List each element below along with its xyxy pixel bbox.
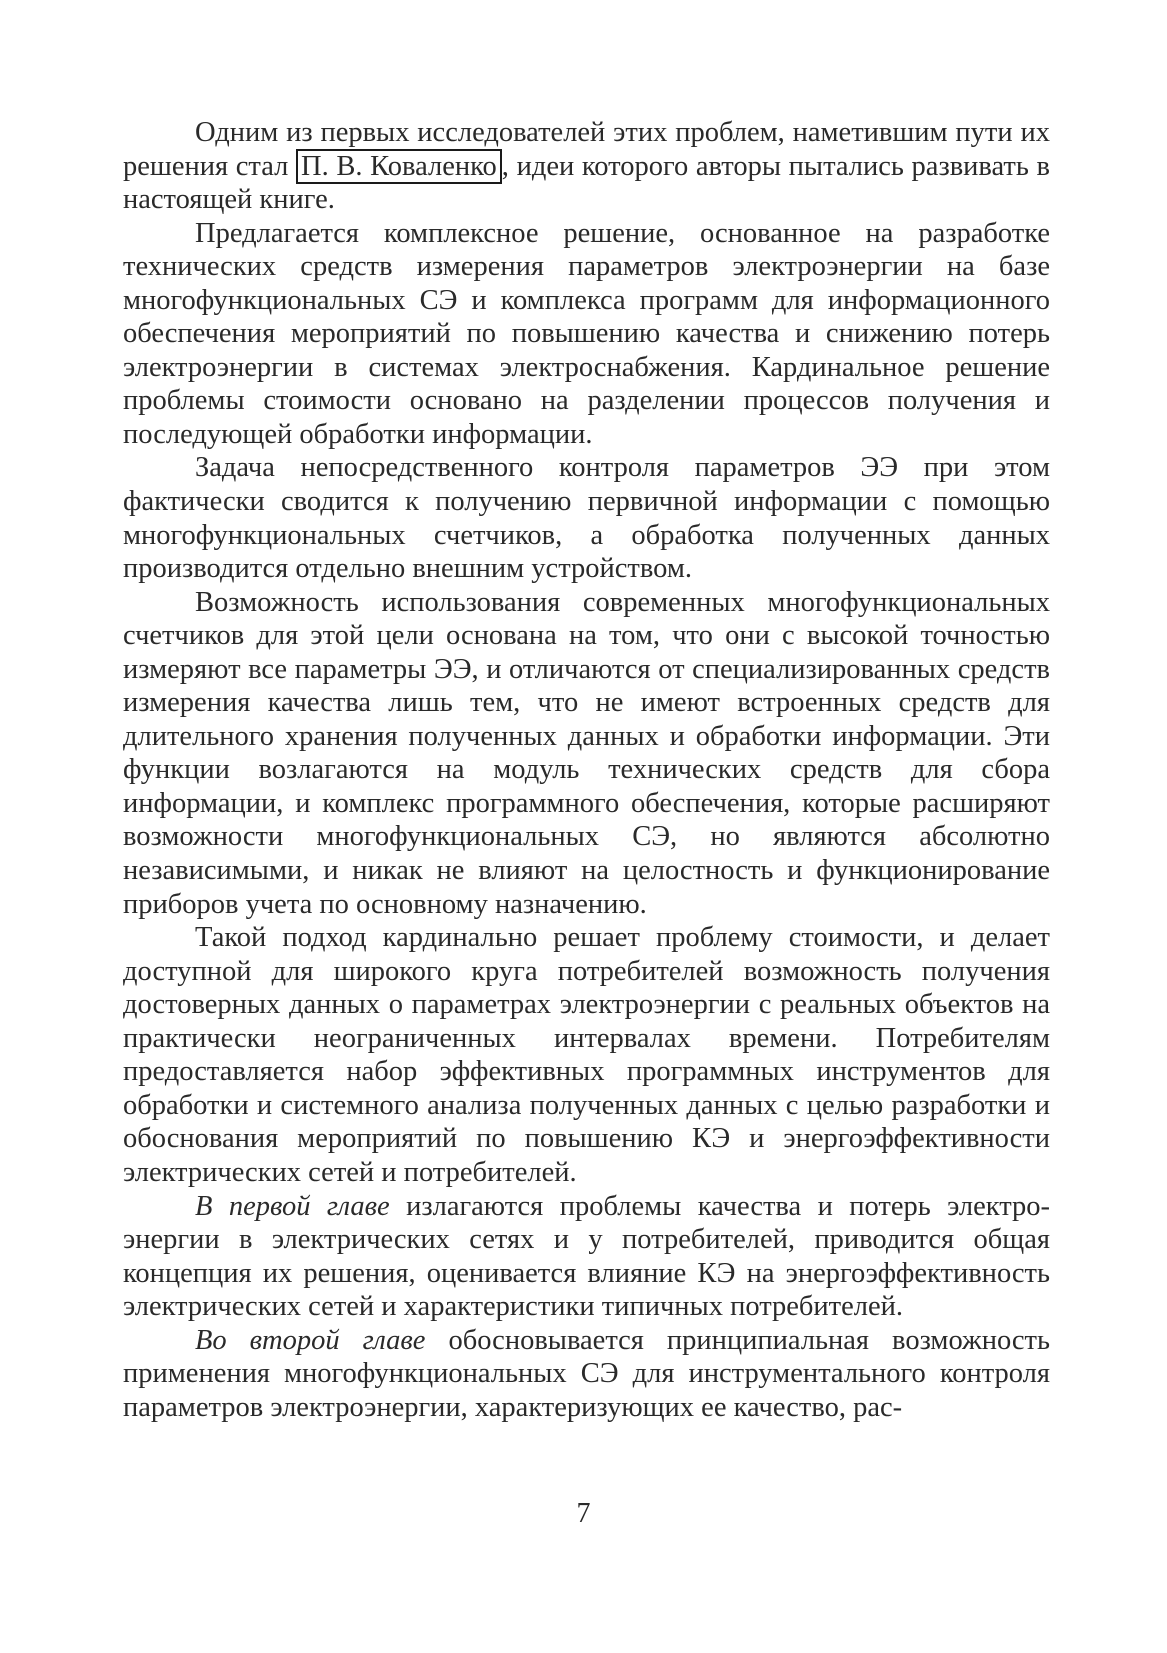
chapter-2-reference: Во второй главе bbox=[195, 1324, 426, 1356]
paragraph-6-text: излагаются проблемы качества и потерь электроэнергии в электрических сетях и у потребителей, приводится общая концепция их решения, оценивается влияние КЭ на энергоэффективность электрических сетей и характеристики типичных потребителей. bbox=[123, 1190, 1050, 1323]
paragraph-6 bbox=[123, 1190, 1050, 1324]
paragraph-1-text-end: , идеи которого авторы пытались развивать в настоящей книге. bbox=[123, 150, 1050, 216]
paragraph-1 bbox=[123, 116, 1050, 217]
paragraph-1-text-start: Одним из первых исследователей этих проблем, наметившим пути их решения стал bbox=[123, 117, 1050, 182]
paragraph-5: Такой подход кардинально решает проблему стоимости, и делает доступной для широкого круга потребителей возможность получения достоверных данных о параметрах электроэнергии с реальных объектов на практически неограниченных интервалах времени. Потребителям предоставляется набор эффективных программных инструментов для обработки и системного анализа полученных данных с целью разработки и обоснования мероприятий по повышению КЭ и энергоэффективности электрических сетей и потребителей. bbox=[123, 922, 1050, 1188]
paragraph-4: Возможность использования современных многофункциональных счетчиков для этой цели основана на том, что они с высокой точностью измеряют все параметры ЭЭ, и отличаются от специализированных средств измерения качества лишь тем, что не имеют встроенных средств для длительного хранения полученных данных и обработки информации. Эти функции возлагаются на модуль технических средств для сбора информации, и комплекс программного обеспечения, которые расширяют возможности многофункциональных СЭ, но являются абсолютно независимыми, и никак не влияют на целостность и функционирование приборов учета по основному назначению. bbox=[123, 586, 1050, 920]
paragraph-7 bbox=[123, 1324, 1050, 1425]
paragraph-2: Предлагается комплексное решение, основанное на разработке технических средств измерения параметров электроэнергии на базе многофункциональных СЭ и комплекса программ для информационного обеспечения мероприятий по повышению качества и снижению потерь электроэнергии в системах электроснабжения. Кардинальное решение проблемы стоимости основано на разделении процессов получения и последующей обработки информации. bbox=[123, 217, 1050, 450]
page-number: 7 bbox=[576, 1498, 591, 1529]
page-body bbox=[123, 116, 1050, 1556]
paragraph-7-text: обосновывается принципиальная возможность применения многофункциональных СЭ для инструментального контроля параметров электроэнергии, характеризующих ее качество, рас- bbox=[123, 1324, 1051, 1423]
author-name-box: П. В. Коваленко bbox=[296, 149, 502, 184]
paragraph-3: Задача непосредственного контроля параметров ЭЭ при этом фактически сводится к получению первичной информации с помощью многофункциональных счетчиков, а обработка полученных данных производится отдельно внешним устройством. bbox=[123, 452, 1050, 585]
chapter-1-reference: В первой главе bbox=[195, 1190, 390, 1222]
